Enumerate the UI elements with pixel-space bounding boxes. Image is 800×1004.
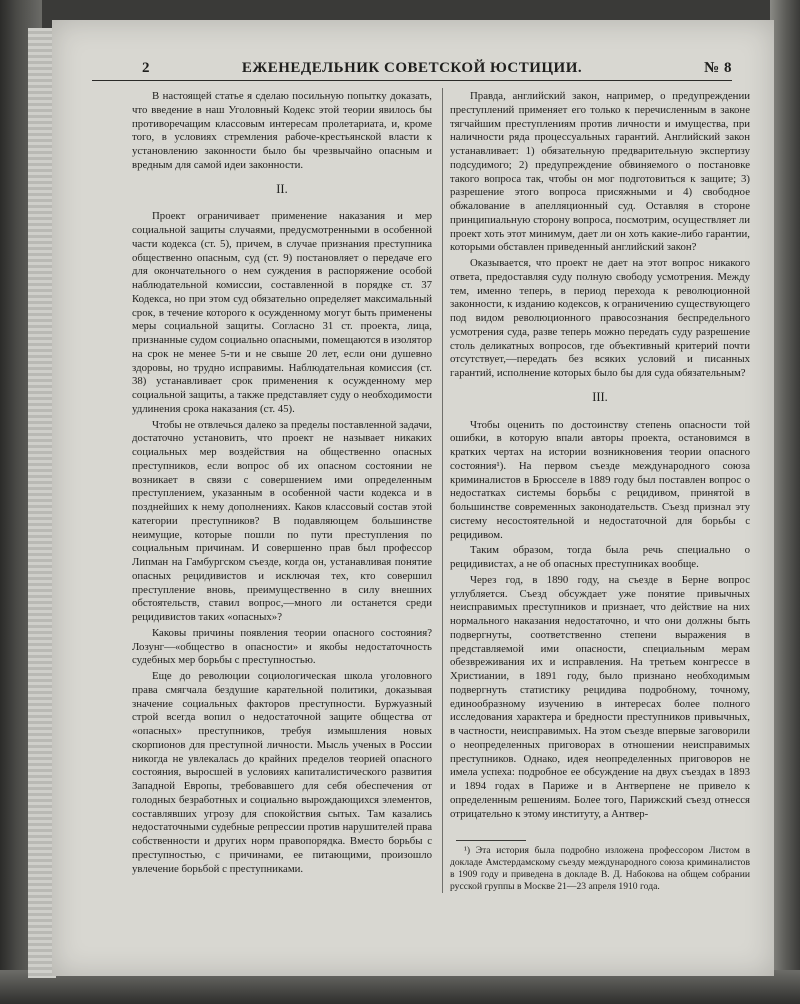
paragraph: В настоящей статье я сделаю посильную попытку доказать, что введение в наш Уголовный Кодекс этой теории явилось бы противоречащим классовым интересам пролетариата, и, кроме того, в условиях стремления рабоче-крестьянской власти к установлению законности было бы чрезвычайно опасным и вредным для самой идеи законности. <box>132 90 432 171</box>
paragraph: Таким образом, тогда была речь специально о рецидивистах, а не об опасных преступниках вообще. <box>450 544 750 570</box>
issue-number: № 8 <box>704 60 732 76</box>
paragraph: Оказывается, что проект не дает на этот вопрос никакого ответа, предоставляя суду полную свободу усмотрения. Между тем, именно теперь, в период перехода к революционной законности, к изданию кодексов, к ограничению существующего под видом революционного правосознания беспредельного усмотрения суда, разве теперь можно передать суду разрешение столь деликатных вопросов, где объективный критерий почти отсутствует,—передать без всяких условий и писанных гарантий, исполнение которых было бы для суда обязательным? <box>450 257 750 379</box>
paragraph: Еще до революции социологическая школа уголовного права смягчала бездушие карательной политики, доказывая значение социальных факторов преступности. Буржуазный строй всегда вопил о недостаточной защите общества от «опасных» преступников, требуя измышления новых скорпионов для преступной личности. Мысль ученых в России никогда не увлекалась до крайних пределов теорией опасного состояния, выросшей в условиях капиталистического развития Западной Европы, требовавшего для себя обеспечения от голодных безработных и социально вырождающихся элементов, составлявших угрозу для спокойствия сытых. Там казались недостаточными судебные репрессии против нарушителей права собственности и других норм правопорядка. Вместо борьбы с преступностью, с причинами, ее питающими, произошло увлечение борьбой с преступниками. <box>132 670 432 875</box>
paragraph: Каковы причины появления теории опасного состояния? Лозунг—«общество в опасности» и якобы недостаточность судебных мер борьбы с преступностью. <box>132 626 432 667</box>
column-divider <box>442 88 443 893</box>
page-number: 2 <box>142 60 150 76</box>
paragraph: Чтобы не отвлечься далеко за пределы поставленной задачи, достаточно установить, что проект не называет никаких социальных мер воздействия на общественно опасных преступников, если вопрос об их опасном состоянии не возникает в связи с совершением ими определенным преступлением, указанным в особенной части кодекса и в позднейших к нему дополнениях. Каков классовый состав этой категории преступников? В подавляющем большинстве неимущие, которые пошли по пути преступления по социальным причинам. И совершенно прав был профессор Липман на Гамбургском съезде, когда он, устанавливая понятие опасных рецидивистов и исключая тех, кто совершил преступление вновь, преимущественно в силу внешних обстоятельств, ставил вопрос,—много ли останется среди рецидивистов таких «опасных»? <box>132 418 432 623</box>
scan-right-edge <box>770 0 800 1004</box>
right-column <box>450 90 750 823</box>
footnote-rule <box>456 840 526 841</box>
section-heading: II. <box>276 181 288 196</box>
left-column <box>132 90 432 878</box>
paragraph: Правда, английский закон, например, о предупреждении преступлений применяет его только к перечисленным в законе тягчайшим преступлениям против личности и имущества, при наличности ряда процессуальных гарантий. Английский закон устанавливает: 1) обязательную предварительную экспертизу подсудимого; 2) предупреждение обвиняемого о постановке такого вопроса так, чтобы он мог подготовиться к защите; 3) разрешение этого вопроса присяжными и 4) свободное обжалование в апелляционный суд. Оставляя в стороне принципиальную сторону вопроса, посмотрим, осуществляет ли проект хоть этот минимум, дает ли он хоть какие-либо гарантии, которыми обставлен приведенный английский закон? <box>450 90 750 254</box>
footnote-text: ¹) Эта история была подробно изложена профессором Листом в докладе Амстердамскому съезду международного союза криминалистов в 1909 году и приведена в докладе В. Д. Набокова на общем собрании русской группы в Москве 21—23 апреля 1910 года. <box>450 845 750 892</box>
paragraph: Проект ограничивает применение наказания и мер социальной защиты случаями, предусмотренными в особенной части кодекса (ст. 5), причем, в случае признания преступника общественно опасным, суд (ст. 9) постановляет о передаче его для окончательного о нем суждения в распоряжение особой наблюдательной комиссии, составленной в порядке ст. 37 Кодекса, но при этом суд обязательно определяет максимальный срок, в течение которого к осужденному могут быть применены меры социальной защиты. Согласно 31 ст. проекта, лица, признанные судом социально опасными, помещаются в изолятор на срок не менее 5-ти и не свыше 20 лет, если они душевно здоровы, но трудно исправимы. Наблюдательная комиссия (ст. 38) устанавливает срок применения к осужденному мер социальной защиты, а также представляет суду о необходимости удлинения срока наказания (ст. 45). <box>132 210 432 415</box>
footnote <box>450 845 750 893</box>
section-heading: III. <box>592 389 608 404</box>
paragraph: Чтобы оценить по достоинству степень опасности той ошибки, в которую впали авторы проекта, остановимся в кратких чертах на истории возникновения теории опасного состояния¹). На первом съезде международного союза криминалистов в Брюсселе в 1889 году был поставлен вопрос о недостатках системы борьбы с рецидивом, принятой в большинстве современных законодательств. Съезд признал эту систему несостоятельной и недостаточной для борьбы с рецидивом. <box>450 418 750 541</box>
running-header <box>92 58 732 81</box>
journal-title: ЕЖЕНЕДЕЛЬНИК СОВЕТСКОЙ ЮСТИЦИИ. <box>241 60 583 76</box>
paragraph: Через год, в 1890 году, на съезде в Берне вопрос углубляется. Съезд обсуждает уже понятие привычных неисправимых преступников и признает, что действие на них нормального наказания недостаточно, и что они должны быть подвергнуты, соответственно степени выражения в представляемой ими опасности, специальным мерам обезвреживания их и исправления. На третьем конгрессе в Христиании, в 1891 году, было признано необходимым подвергнуть статистику рецидива подробному, точному, единообразному изучению в интересах более полного исследования характера и бредности преступников привычных, в частности, неисправимых. На этом съезде впервые заговорили о неопределенных приговорах в отношении неисправимых преступников. Однако, идея неопределенных приговоров не имела успеха: подробное ее обсуждение на двух съездах в 1893 и 1894 годах в Париже и в Антверпене не привело к определенным решениям. Более того, Парижский съезд отнесся отрицательно к этому институту, а Антвер- <box>450 573 750 820</box>
